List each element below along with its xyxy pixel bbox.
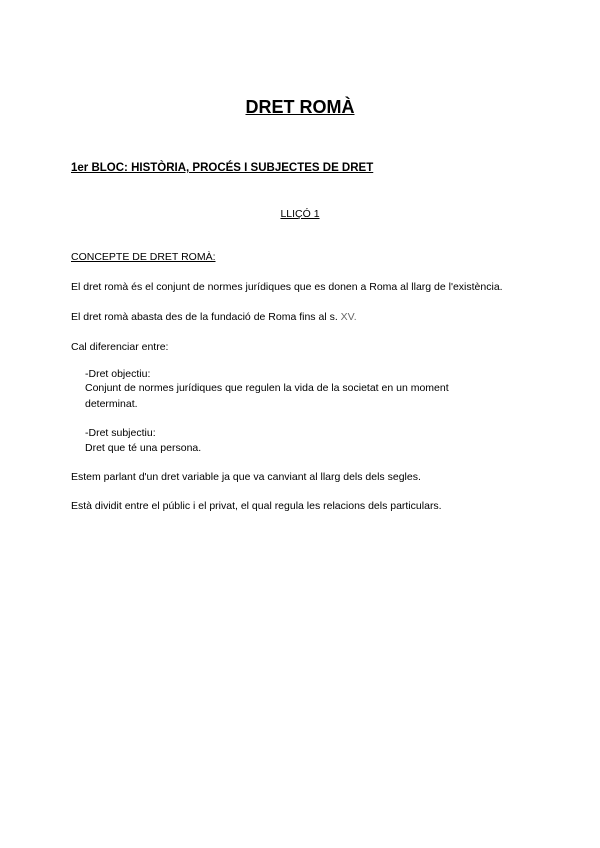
bloc-heading: 1er BLOC: HISTÒRIA, PROCÉS I SUBJECTES DE DRET (71, 162, 374, 174)
paragraph-scope-text: El dret romà abasta des de la fundació de Roma fins al s. (71, 311, 341, 323)
paragraph-scope (71, 311, 357, 323)
objective-law-label: -Dret objectiu: (85, 368, 151, 380)
lesson-heading: LLIÇÓ 1 (280, 208, 320, 220)
subjective-law-label: -Dret subjectiu: (85, 427, 156, 439)
paragraph-definition: El dret romà és el conjunt de normes jurídiques que es donen a Roma al llarg de l'existència. (71, 281, 503, 293)
document-title: DRET ROMÀ (245, 97, 355, 117)
section-heading: CONCEPTE DE DRET ROMÀ: (71, 251, 216, 263)
paragraph-variable: Estem parlant d'un dret variable ja que va canviant al llarg dels dels segles. (71, 471, 421, 483)
century-value: XV. (340, 311, 357, 323)
subjective-law-definition: Dret que té una persona. (85, 442, 202, 454)
objective-law-definition-line1: Conjunt de normes jurídiques que regulen la vida de la societat en un moment (85, 382, 449, 394)
paragraph-differentiate: Cal diferenciar entre: (71, 341, 169, 353)
paragraph-division: Està dividit entre el públic i el privat, el qual regula les relacions dels particulars. (71, 500, 442, 512)
objective-law-definition-line2: determinat. (85, 398, 138, 410)
